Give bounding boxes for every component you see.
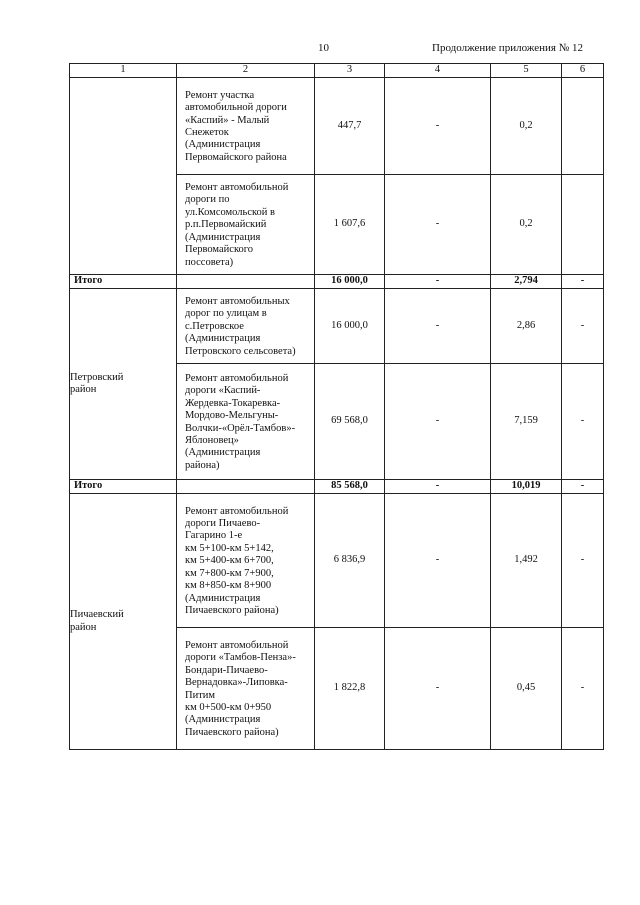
column-6-cell: [562, 175, 604, 275]
work-description-text: Ремонт автомобильной дороги по ул.Комсомольской в р.п.Первомайский (Администрация Первомайского поссовета): [185, 182, 289, 268]
cost-cell: 6 836,9: [315, 494, 385, 628]
cost-cell: 1 822,8: [315, 628, 385, 750]
length-cell: 7,159: [491, 364, 562, 480]
table-row: [70, 494, 604, 628]
table-row: [70, 289, 604, 364]
appendix-continuation: Продолжение приложения № 12: [432, 42, 583, 54]
work-description: [177, 175, 315, 275]
cost-cell: 1 607,6: [315, 175, 385, 275]
work-description: [177, 494, 315, 628]
cost-cell: 16 000,0: [315, 289, 385, 364]
column-number: 3: [315, 64, 385, 78]
column-number: 4: [385, 64, 491, 78]
total-column-6: -: [562, 275, 604, 289]
total-row: [70, 275, 604, 289]
total-label: Итого: [70, 275, 177, 289]
length-cell: 0,45: [491, 628, 562, 750]
column-4-cell: -: [385, 628, 491, 750]
total-label: Итого: [70, 480, 177, 494]
total-empty-cell: [177, 480, 315, 494]
total-column-4: -: [385, 275, 491, 289]
work-description: [177, 364, 315, 480]
column-4-cell: -: [385, 289, 491, 364]
column-6-cell: -: [562, 289, 604, 364]
cost-cell: 447,7: [315, 78, 385, 175]
length-cell: 2,86: [491, 289, 562, 364]
total-empty-cell: [177, 275, 315, 289]
length-cell: 0,2: [491, 175, 562, 275]
total-cost: 85 568,0: [315, 480, 385, 494]
column-6-cell: -: [562, 494, 604, 628]
district-cell: Пичаевский район: [70, 494, 177, 750]
work-description-text: Ремонт автомобильной дороги «Тамбов-Пенза»- Бондари-Пичаево- Вернадовка»-Липовка- Питим км 0+500-км 0+950 (Администрация Пичаевского района): [185, 639, 296, 738]
column-6-cell: [562, 78, 604, 175]
total-row: [70, 480, 604, 494]
total-column-4: -: [385, 480, 491, 494]
total-cost: 16 000,0: [315, 275, 385, 289]
table-row: [70, 78, 604, 175]
column-6-cell: -: [562, 364, 604, 480]
column-4-cell: -: [385, 364, 491, 480]
column-number: 1: [70, 64, 177, 78]
work-description-text: Ремонт участка автомобильной дороги «Каспий» - Малый Снежеток (Администрация Первомайского района: [185, 89, 287, 163]
work-description-text: Ремонт автомобильной дороги Пичаево- Гагарино 1-е км 5+100-км 5+142, км 5+400-км 6+700, км 7+800-км 7+900, км 8+850-км 8+900 (Администрация Пичаевского района): [185, 505, 289, 616]
length-cell: 0,2: [491, 78, 562, 175]
total-column-6: -: [562, 480, 604, 494]
total-length: 10,019: [491, 480, 562, 494]
work-description-text: Ремонт автомобильных дорог по улицам в с.Петровское (Администрация Петровского сельсовета): [185, 295, 296, 357]
work-description-text: Ремонт автомобильной дороги «Каспий- Жердевка-Токаревка- Мордово-Мельгуны- Волчки-«Орёл-Тамбов»- Яблоновец» (Администрация района): [185, 372, 296, 471]
column-4-cell: -: [385, 78, 491, 175]
column-4-cell: -: [385, 494, 491, 628]
column-number: 5: [491, 64, 562, 78]
column-number-row: [70, 64, 604, 78]
district-cell: Петровский район: [70, 289, 177, 480]
district-cell: [70, 78, 177, 275]
page-number: 10: [318, 42, 329, 54]
total-length: 2,794: [491, 275, 562, 289]
work-description: [177, 628, 315, 750]
road-repair-table: [69, 63, 604, 750]
cost-cell: 69 568,0: [315, 364, 385, 480]
column-6-cell: -: [562, 628, 604, 750]
column-4-cell: -: [385, 175, 491, 275]
work-description: [177, 289, 315, 364]
column-number: 6: [562, 64, 604, 78]
column-number: 2: [177, 64, 315, 78]
length-cell: 1,492: [491, 494, 562, 628]
work-description: [177, 78, 315, 175]
